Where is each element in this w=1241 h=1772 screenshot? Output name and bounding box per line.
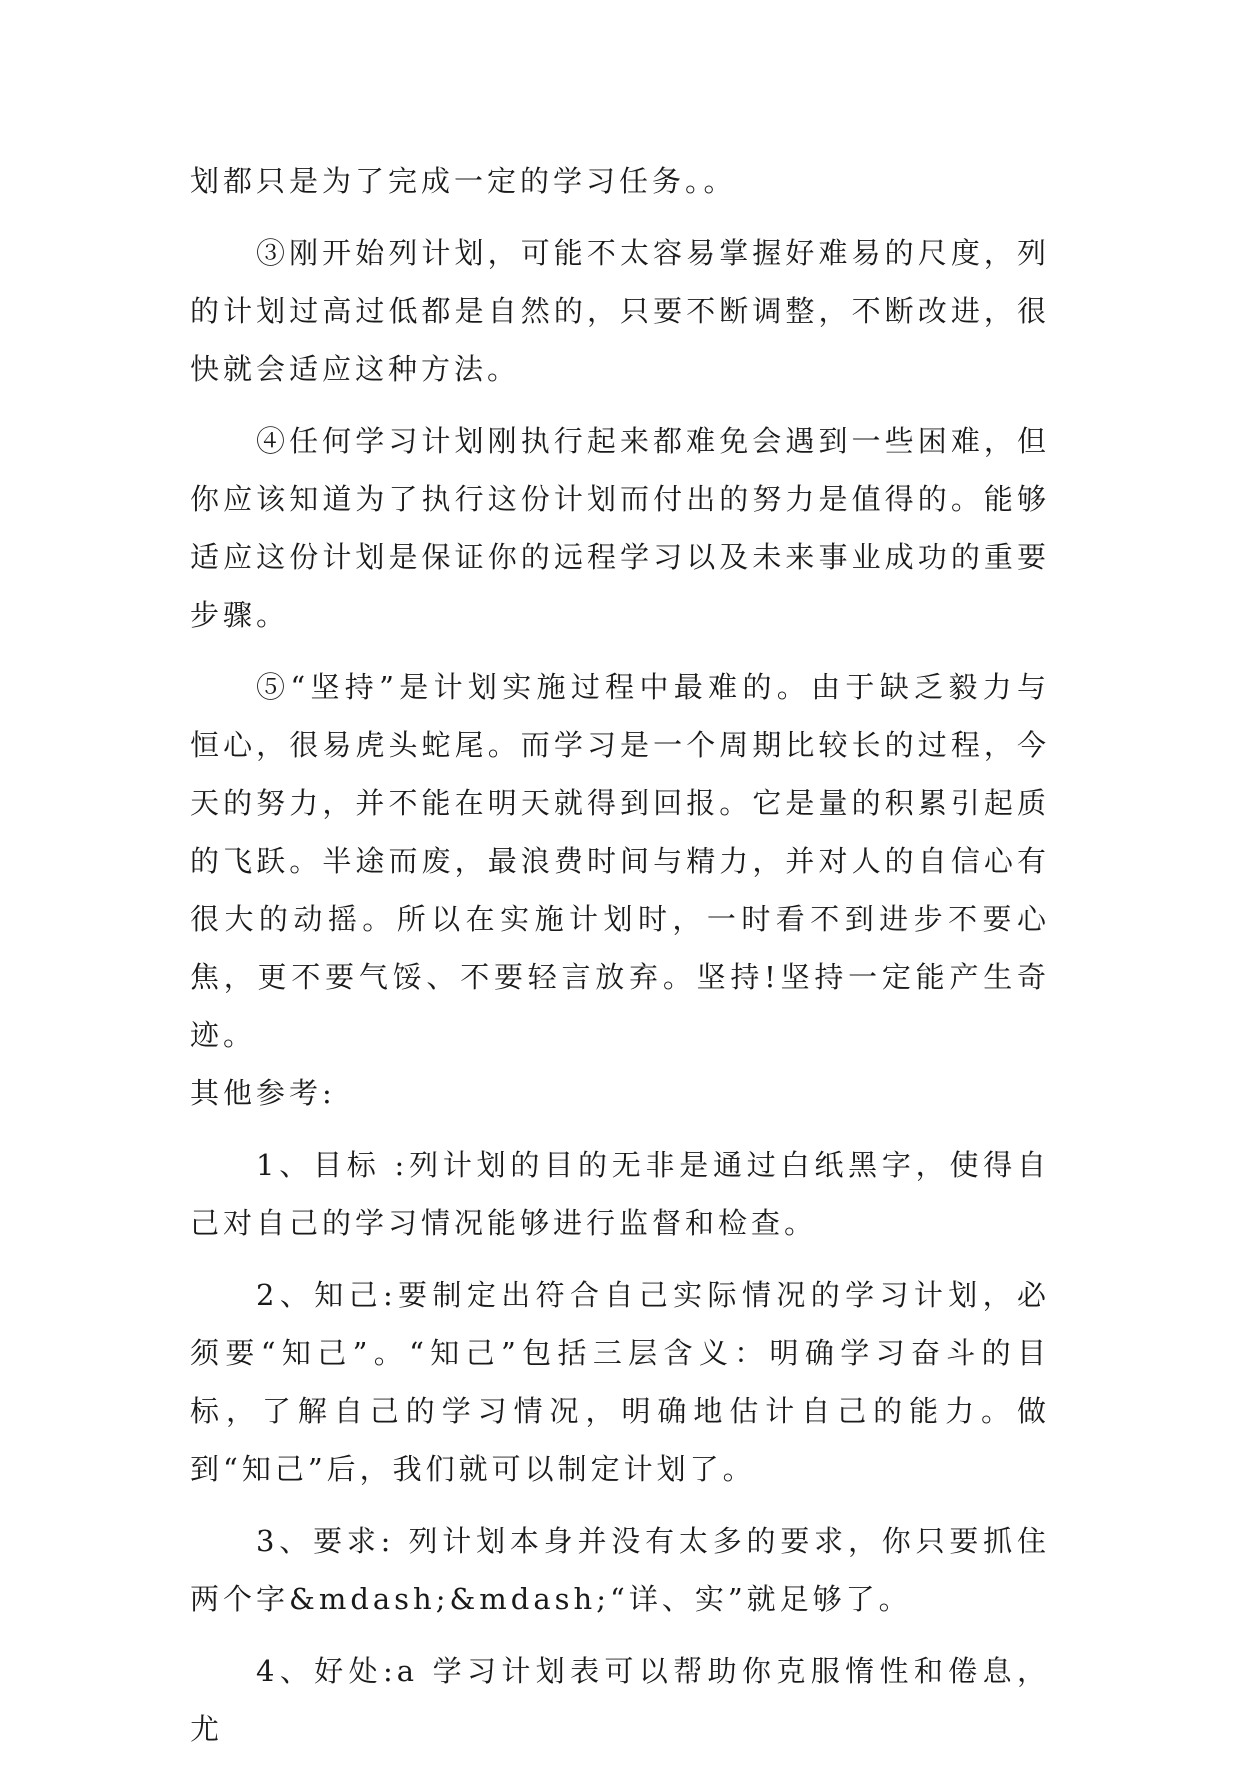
paragraph: ③刚开始列计划，可能不太容易掌握好难易的尺度，列的计划过高过低都是自然的，只要不断调整，不断改进，很快就会适应这种方法。 <box>190 236 1050 386</box>
paragraph: ⑤“坚持”是计划实施过程中最难的。由于缺乏毅力与恒心，很易虎头蛇尾。而学习是一个周期比较长的过程，今天的努力，并不能在明天就得到回报。它是量的积累引起质的飞跃。半途而废，最浪费时间与精力，并对人的自信心有很大的动摇。所以在实施计划时，一时看不到进步不要心焦，更不要气馁、不要轻言放弃。坚持!坚持一定能产生奇迹。 <box>190 670 1050 1052</box>
list-item: 2、知己:要制定出符合自己实际情况的学习计划，必须要“知己”。“知己”包括三层含义：明确学习奋斗的目标，了解自己的学习情况，明确地估计自己的能力。做到“知己”后，我们就可以制定计划了。 <box>190 1278 1050 1486</box>
list-item: 1、目标 :列计划的目的无非是通过白纸黑字，使得自己对自己的学习情况能够进行监督和检查。 <box>190 1148 1050 1240</box>
list-item: 4、好处:a 学习计划表可以帮助你克服惰性和倦息，尤 <box>190 1654 1050 1746</box>
paragraph: 划都只是为了完成一定的学习任务。。 <box>190 164 737 198</box>
paragraph: ④任何学习计划刚执行起来都难免会遇到一些困难，但你应该知道为了执行这份计划而付出的努力是值得的。能够适应这份计划是保证你的远程学习以及未来事业成功的重要步骤。 <box>190 424 1050 632</box>
paragraph: 其他参考: <box>190 1076 336 1110</box>
document-body <box>190 152 1050 1772</box>
list-item: 3、要求: 列计划本身并没有太多的要求，你只要抓住两个字&mdash;&mdash;“详、实”就足够了。 <box>190 1524 1050 1616</box>
